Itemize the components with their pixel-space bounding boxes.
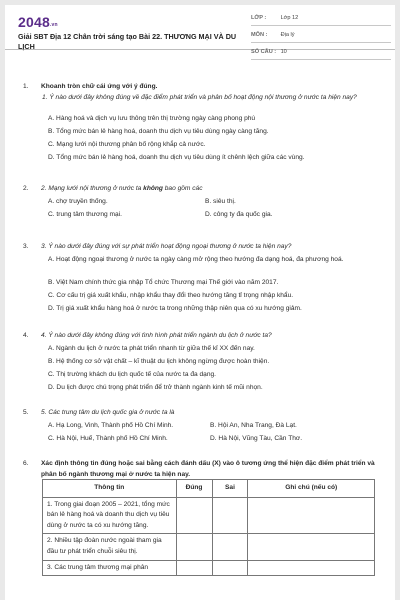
option-a[interactable]: A. Hàng hoá và dịch vụ lưu thông trên thị trường ngày càng phong phú: [48, 115, 256, 122]
option-a[interactable]: A. chợ truyền thống.: [48, 198, 108, 205]
column-header-false: Sai: [212, 480, 248, 498]
option-b[interactable]: B. Việt Nam chính thức gia nhập Tổ chức Thương mại Thế giới vào năm 2017.: [48, 279, 279, 286]
table-row: [43, 497, 375, 534]
section-heading: Khoanh tròn chữ cái ứng với ý đúng.: [41, 83, 158, 90]
logo-text: 2048: [18, 14, 50, 30]
statement-cell: 3. Các trung tâm thương mại phân: [43, 560, 177, 576]
section-number: 1.: [23, 83, 29, 90]
table-row: [43, 534, 375, 560]
option-d[interactable]: D. Tổng mức bán lẻ hàng hoá, doanh thu dịch vụ tiêu dùng ít chênh lệch giữa các vùng.: [48, 154, 305, 161]
option-c[interactable]: C. trung tâm thương mại.: [48, 211, 122, 218]
true-false-table: [42, 479, 375, 576]
question-number: 2.: [23, 185, 29, 192]
question-number: 6.: [23, 460, 29, 467]
question-number: 4.: [23, 332, 29, 339]
question-text: 5. Các trung tâm du lịch quốc gia ở nước ta là: [41, 409, 175, 416]
grade-label: LỚP :: [251, 15, 267, 21]
question-count-label: SỐ CÂU :: [251, 49, 277, 55]
question-text-part: 2. Mạng lưới nội thương ở nước ta: [41, 185, 144, 192]
logo-suffix: .vn: [49, 22, 58, 28]
subject-value: Địa lý: [280, 32, 295, 38]
question-text: Xác định thông tin đúng hoặc sai bằng cách đánh dấu (X) vào ô tương ứng thể hiện đặc điểm phát triển và phân bố ngành thương mại ở nước ta hiện nay.: [41, 460, 375, 478]
column-header-true: Đúng: [176, 480, 212, 498]
grade-field: [251, 15, 298, 21]
false-checkbox-cell[interactable]: [212, 497, 248, 534]
page-title: Giải SBT Địa 12 Chân trời sáng tạo Bài 22. THƯƠNG MẠI VÀ DU LỊCH: [18, 32, 237, 51]
note-cell[interactable]: [248, 560, 375, 576]
site-logo[interactable]: [18, 14, 58, 30]
option-d[interactable]: D. Trị giá xuất khẩu hàng hoá ở nước ta trong những thập niên qua có xu hướng giảm.: [48, 305, 302, 312]
true-checkbox-cell[interactable]: [176, 497, 212, 534]
subject-label: MÔN :: [251, 32, 268, 38]
option-c[interactable]: C. Hà Nội, Huế, Thành phố Hồ Chí Minh.: [48, 435, 168, 442]
true-checkbox-cell[interactable]: [176, 560, 212, 576]
field-divider: [251, 59, 391, 60]
field-divider: [251, 42, 391, 43]
page-header: [5, 5, 395, 55]
option-a[interactable]: A. Hạ Long, Vinh, Thành phố Hồ Chí Minh.: [48, 422, 174, 429]
option-a[interactable]: A. Ngành du lịch ở nước ta phát triển nhanh từ giữa thế kỉ XX đến nay.: [48, 345, 255, 352]
question-text: 4. Ý nào dưới đây không đúng với tình hình phát triển ngành du lịch ở nước ta?: [41, 332, 272, 339]
note-cell[interactable]: [248, 534, 375, 560]
question-count-field: [251, 49, 287, 55]
option-c[interactable]: C. Mạng lưới nội thương phân bố rộng khắp cả nước.: [48, 141, 206, 148]
question-count-value: 10: [280, 49, 287, 55]
option-d[interactable]: D. Du lịch được chú trọng phát triển để trở thành ngành kinh tế mũi nhọn.: [48, 384, 263, 391]
question-text: [41, 184, 376, 195]
question-text: 1. Ý nào dưới đây không đúng về đặc điểm phát triển và phân bố hoạt động nội thương ở nước ta hiện nay?: [42, 94, 357, 101]
true-checkbox-cell[interactable]: [176, 534, 212, 560]
column-header-info: Thông tin: [43, 480, 177, 498]
option-b[interactable]: B. Hội An, Nha Trang, Đà Lạt.: [210, 422, 297, 429]
question-number: 3.: [23, 243, 29, 250]
option-a[interactable]: A. Hoạt động ngoại thương ở nước ta ngày càng mở rộng theo hướng đa dạng hoá, đa phương hoá.: [48, 256, 344, 263]
option-b[interactable]: B. Tổng mức bán lẻ hàng hoá, doanh thu dịch vụ tiêu dùng ngày càng tăng.: [48, 128, 269, 135]
column-header-note: Ghi chú (nếu có): [248, 480, 375, 498]
statement-cell: 1. Trong giai đoạn 2005 – 2021, tổng mức bán lẻ hàng hoá và doanh thu dịch vụ tiêu dùng ở nước ta có xu hướng tăng.: [43, 497, 177, 534]
option-d[interactable]: D. công ty đa quốc gia.: [205, 211, 273, 218]
option-c[interactable]: C. Thị trường khách du lịch quốc tế của nước ta đa dạng.: [48, 371, 217, 378]
statement-cell: 2. Nhiều tập đoàn nước ngoài tham gia đầu tư phát triển chuỗi siêu thị.: [43, 534, 177, 560]
option-b[interactable]: B. siêu thị.: [205, 198, 236, 205]
option-b[interactable]: B. Hệ thống cơ sở vật chất – kĩ thuật du lịch không ngừng được hoàn thiện.: [48, 358, 270, 365]
note-cell[interactable]: [248, 497, 375, 534]
question-text-part: bao gồm các: [162, 185, 203, 192]
subject-field: [251, 32, 295, 38]
field-divider: [251, 25, 391, 26]
table-row: [43, 560, 375, 576]
option-d[interactable]: D. Hà Nội, Vũng Tàu, Cần Thơ.: [210, 435, 303, 442]
grade-value: Lớp 12: [280, 15, 299, 21]
question-text-emphasis: không: [143, 185, 163, 192]
false-checkbox-cell[interactable]: [212, 560, 248, 576]
question-text: 3. Ý nào dưới đây đúng với sự phát triển hoạt động ngoại thương ở nước ta hiện nay?: [41, 243, 292, 250]
question-number: 5.: [23, 409, 29, 416]
option-c[interactable]: C. Cơ cấu trị giá xuất khẩu, nhập khẩu thay đổi theo hướng tăng tỉ trọng nhập khẩu.: [48, 292, 294, 299]
false-checkbox-cell[interactable]: [212, 534, 248, 560]
table-header-row: [43, 480, 375, 498]
worksheet-page: [5, 5, 395, 600]
